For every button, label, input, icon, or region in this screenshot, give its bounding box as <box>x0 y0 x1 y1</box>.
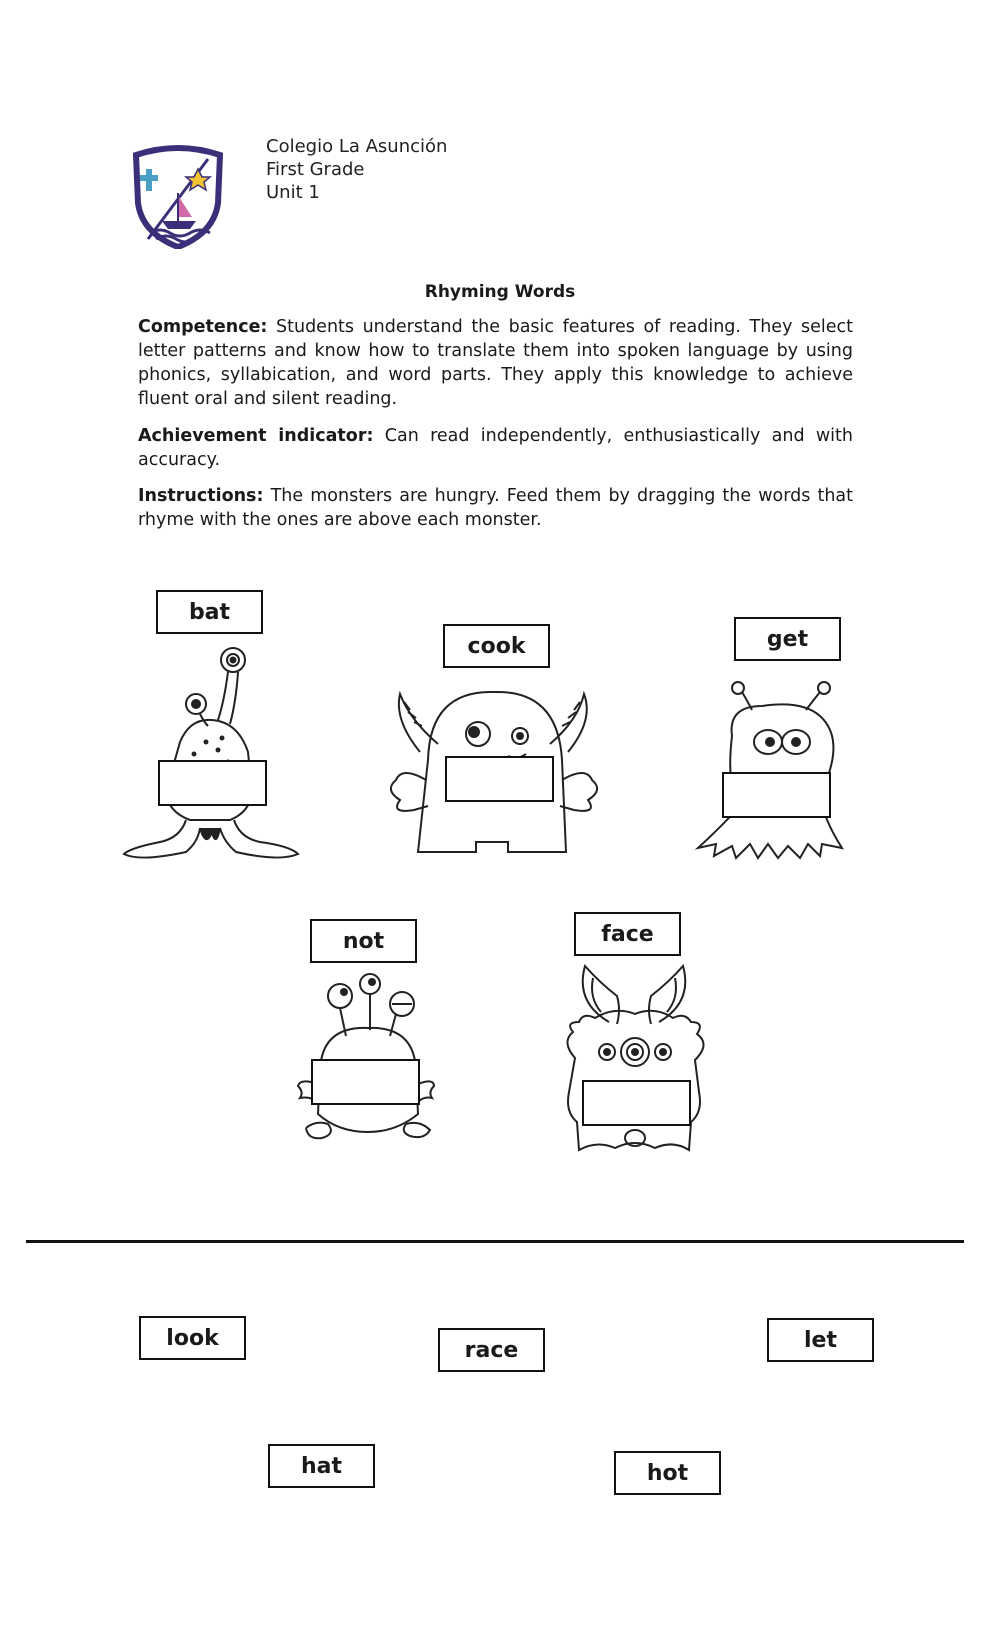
competence-text: Students understand the basic features of reading. They select letter patterns and know how to translate them into spoken language by using phonics, syllabication, and word parts. They apply this knowledge to achieve fluent oral and silent reading. <box>138 317 853 409</box>
section-divider <box>26 1240 964 1243</box>
grade-label: First Grade <box>266 159 365 180</box>
drop-zone-get[interactable] <box>722 772 831 818</box>
drop-zone-face[interactable] <box>582 1080 691 1126</box>
drop-zone-cook[interactable] <box>445 756 554 802</box>
monster-word-get: get <box>734 617 841 661</box>
monster-word-not: not <box>310 919 417 963</box>
school-name: Colegio La Asunción <box>266 136 448 157</box>
school-crest-logo <box>130 143 226 249</box>
instructions-text: The monsters are hungry. Feed them by dragging the words that rhyme with the ones are above each monster. <box>138 486 853 530</box>
monster-one-eyestalk-illustration <box>120 642 300 866</box>
draggable-word-hot[interactable]: hot <box>614 1451 721 1495</box>
achievement-label: Achievement indicator: <box>138 426 374 446</box>
monster-word-face: face <box>574 912 681 956</box>
achievement-text: Can read independently, enthusiastically and with accuracy. <box>138 426 853 470</box>
page-title: Rhyming Words <box>424 282 576 302</box>
draggable-word-hat[interactable]: hat <box>268 1444 375 1488</box>
instructions-label: Instructions: <box>138 486 264 506</box>
instructions-paragraph <box>138 484 853 532</box>
draggable-word-race[interactable]: race <box>438 1328 545 1372</box>
drop-zone-bat[interactable] <box>158 760 267 806</box>
drop-zone-not[interactable] <box>311 1059 420 1105</box>
achievement-paragraph <box>138 424 853 472</box>
monster-word-cook: cook <box>443 624 550 668</box>
draggable-word-look[interactable]: look <box>139 1316 246 1360</box>
unit-label: Unit 1 <box>266 182 320 203</box>
competence-label: Competence: <box>138 317 268 337</box>
competence-paragraph <box>138 315 853 411</box>
monster-word-bat: bat <box>156 590 263 634</box>
monster-fuzzy-horns-illustration <box>555 962 715 1161</box>
draggable-word-let[interactable]: let <box>767 1318 874 1362</box>
monster-antenna-furry-illustration <box>692 676 852 865</box>
